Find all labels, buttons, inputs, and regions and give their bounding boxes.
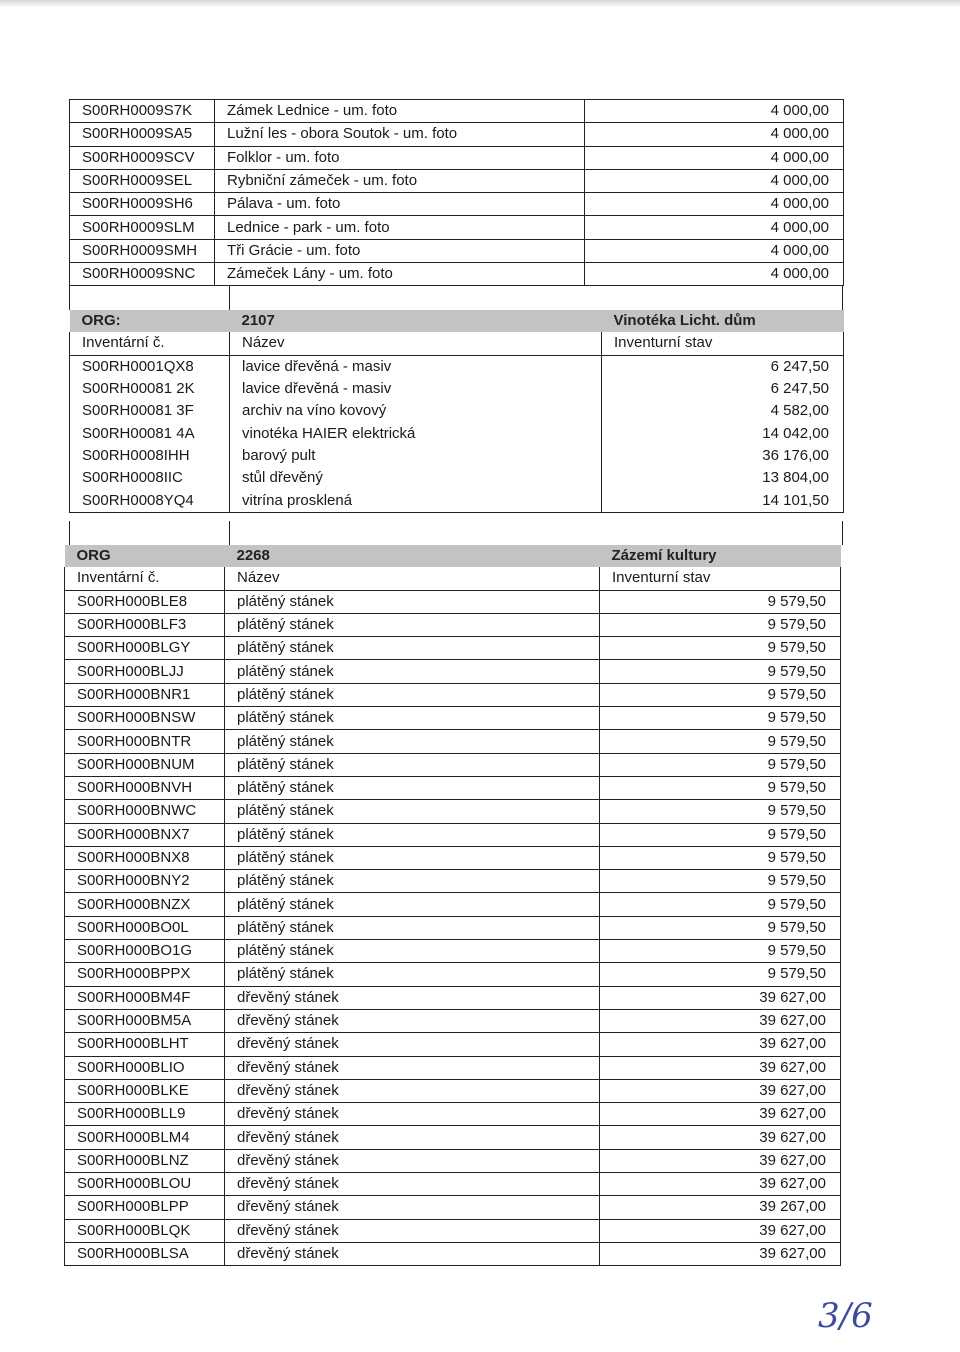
table-row [70, 489, 844, 512]
inventory-value-cell: 39 267,00 [600, 1196, 841, 1219]
item-name-cell: lavice dřevěná - masiv [230, 378, 602, 400]
inventory-value-cell: 4 000,00 [585, 193, 844, 216]
item-name-cell: plátěný stánek [225, 916, 600, 939]
table-row [65, 637, 841, 660]
inventory-value-cell: 39 627,00 [600, 1219, 841, 1242]
table-row [65, 753, 841, 776]
table-row [65, 1196, 841, 1219]
column-header-row [65, 567, 841, 590]
inventory-value-cell: 4 000,00 [585, 263, 844, 286]
inventory-value-cell: 9 579,50 [600, 590, 841, 613]
inventory-value-cell: 9 579,50 [600, 613, 841, 636]
org-code: 2268 [225, 545, 600, 567]
inventory-number-cell: S00RH000BLIO [65, 1056, 225, 1079]
inventory-number-cell: S00RH000BM5A [65, 1009, 225, 1032]
item-name-cell: plátěný stánek [225, 893, 600, 916]
handwritten-page-number: 3/6 [818, 1296, 873, 1336]
inventory-value-cell: 13 804,00 [602, 467, 844, 489]
inventory-value-cell: 39 627,00 [600, 1056, 841, 1079]
inventory-table-org-2107 [69, 310, 844, 513]
item-name-cell: plátěný stánek [225, 753, 600, 776]
item-name-cell: plátěný stánek [225, 800, 600, 823]
inventory-number-cell: S00RH000BPPX [65, 963, 225, 986]
inventory-number-cell: S00RH000BNX7 [65, 823, 225, 846]
inventory-number-cell: S00RH0008IIC [70, 467, 230, 489]
inventory-number-cell: S00RH0001QX8 [70, 355, 230, 378]
item-name-cell: plátěný stánek [225, 823, 600, 846]
item-name-cell: dřevěný stánek [225, 1033, 600, 1056]
org-name: Vinotéka Licht. dům [602, 310, 844, 332]
item-name-cell: dřevěný stánek [225, 1126, 600, 1149]
table-row [65, 986, 841, 1009]
item-name-cell: plátěný stánek [225, 776, 600, 799]
item-name-cell: dřevěný stánek [225, 1009, 600, 1032]
inventory-value-cell: 4 000,00 [585, 100, 844, 123]
inventory-number-cell: S00RH0009SH6 [70, 193, 215, 216]
inventory-value-cell: 39 627,00 [600, 1242, 841, 1265]
inventory-table-photos [69, 99, 844, 286]
column-header-row [70, 332, 844, 355]
inventory-value-cell: 9 579,50 [600, 870, 841, 893]
item-name-cell: dřevěný stánek [225, 986, 600, 1009]
inventory-value-cell: 9 579,50 [600, 893, 841, 916]
inventory-number-cell: S00RH000BNTR [65, 730, 225, 753]
table-row [70, 123, 844, 146]
inventory-value-cell: 6 247,50 [602, 378, 844, 400]
table-body [70, 100, 844, 286]
inventory-value-cell: 9 579,50 [600, 940, 841, 963]
inventory-number-cell: S00RH000BLJJ [65, 660, 225, 683]
table-row [65, 823, 841, 846]
item-name-cell: plátěný stánek [225, 963, 600, 986]
table-row [65, 683, 841, 706]
scan-edge-shadow [0, 0, 960, 8]
table-row [65, 800, 841, 823]
inventory-number-cell: S00RH000BLGY [65, 637, 225, 660]
table-row [65, 963, 841, 986]
table-row [65, 1242, 841, 1265]
inventory-value-cell: 9 579,50 [600, 916, 841, 939]
inventory-value-cell: 6 247,50 [602, 355, 844, 378]
table-row [65, 776, 841, 799]
item-name-cell: dřevěný stánek [225, 1173, 600, 1196]
inventory-value-cell: 4 582,00 [602, 400, 844, 422]
item-name-cell: lavice dřevěná - masiv [230, 355, 602, 378]
item-name-cell: barový pult [230, 445, 602, 467]
inventory-value-cell: 36 176,00 [602, 445, 844, 467]
item-name-cell: Tři Grácie - um. foto [215, 239, 585, 262]
inventory-number-cell: S00RH000BLOU [65, 1173, 225, 1196]
item-name-cell: Pálava - um. foto [215, 193, 585, 216]
item-name-cell: dřevěný stánek [225, 1079, 600, 1102]
table-row [65, 1033, 841, 1056]
item-name-cell: plátěný stánek [225, 637, 600, 660]
table-row [65, 846, 841, 869]
inventory-number-cell: S00RH000BNWC [65, 800, 225, 823]
inventory-number-cell: S00RH0009SA5 [70, 123, 215, 146]
org-label: ORG: [70, 310, 230, 332]
col-inventory-number: Inventární č. [65, 567, 225, 590]
item-name-cell: Lužní les - obora Soutok - um. foto [215, 123, 585, 146]
item-name-cell: dřevěný stánek [225, 1242, 600, 1265]
table-row [65, 660, 841, 683]
table-row [70, 422, 844, 444]
item-name-cell: plátěný stánek [225, 590, 600, 613]
table-row [65, 1126, 841, 1149]
item-name-cell: vitrína prosklená [230, 489, 602, 512]
inventory-table-org-2268 [64, 545, 841, 1266]
inventory-value-cell: 9 579,50 [600, 823, 841, 846]
item-name-cell: dřevěný stánek [225, 1196, 600, 1219]
inventory-number-cell: S00RH000BLNZ [65, 1149, 225, 1172]
inventory-value-cell: 9 579,50 [600, 800, 841, 823]
table-row [65, 870, 841, 893]
table-row [65, 916, 841, 939]
col-inventory-number: Inventární č. [70, 332, 230, 355]
inventory-number-cell: S00RH000BNUM [65, 753, 225, 776]
inventory-value-cell: 39 627,00 [600, 1033, 841, 1056]
item-name-cell: dřevěný stánek [225, 1056, 600, 1079]
table-row [65, 940, 841, 963]
table-row [70, 263, 844, 286]
table-body [70, 355, 844, 512]
inventory-value-cell: 39 627,00 [600, 986, 841, 1009]
inventory-number-cell: S00RH000BLF3 [65, 613, 225, 636]
table-row [65, 1219, 841, 1242]
item-name-cell: plátěný stánek [225, 870, 600, 893]
table-row [70, 193, 844, 216]
inventory-value-cell: 9 579,50 [600, 963, 841, 986]
table-row [65, 893, 841, 916]
inventory-number-cell: S00RH00081 3F [70, 400, 230, 422]
inventory-number-cell: S00RH000BNZX [65, 893, 225, 916]
inventory-value-cell: 39 627,00 [600, 1173, 841, 1196]
inventory-value-cell: 14 101,50 [602, 489, 844, 512]
table-row [70, 239, 844, 262]
item-name-cell: plátěný stánek [225, 660, 600, 683]
inventory-number-cell: S00RH0009SNC [70, 263, 215, 286]
org-label: ORG [65, 545, 225, 567]
inventory-number-cell: S00RH000BNX8 [65, 846, 225, 869]
inventory-number-cell: S00RH000BLM4 [65, 1126, 225, 1149]
inventory-value-cell: 39 627,00 [600, 1103, 841, 1126]
table-row [70, 355, 844, 378]
table-row [70, 146, 844, 169]
inventory-value-cell: 14 042,00 [602, 422, 844, 444]
inventory-value-cell: 9 579,50 [600, 660, 841, 683]
table-row [70, 378, 844, 400]
inventory-number-cell: S00RH000BNSW [65, 707, 225, 730]
inventory-number-cell: S00RH0009SMH [70, 239, 215, 262]
section-spacer [69, 286, 843, 310]
inventory-value-cell: 9 579,50 [600, 730, 841, 753]
item-name-cell: archiv na víno kovový [230, 400, 602, 422]
inventory-number-cell: S00RH0009SEL [70, 169, 215, 192]
table-row [65, 590, 841, 613]
item-name-cell: Zámeček Lány - um. foto [215, 263, 585, 286]
inventory-number-cell: S00RH000BLQK [65, 1219, 225, 1242]
inventory-number-cell: S00RH000BNY2 [65, 870, 225, 893]
table-row [70, 467, 844, 489]
inventory-value-cell: 4 000,00 [585, 216, 844, 239]
inventory-number-cell: S00RH000BLHT [65, 1033, 225, 1056]
inventory-value-cell: 4 000,00 [585, 146, 844, 169]
table-row [65, 1056, 841, 1079]
org-header-row [70, 310, 844, 332]
inventory-number-cell: S00RH0009SCV [70, 146, 215, 169]
table-row [70, 100, 844, 123]
table-row [70, 400, 844, 422]
item-name-cell: Rybniční zámeček - um. foto [215, 169, 585, 192]
item-name-cell: plátěný stánek [225, 846, 600, 869]
item-name-cell: Folklor - um. foto [215, 146, 585, 169]
section-spacer [69, 521, 843, 545]
inventory-number-cell: S00RH000BLL9 [65, 1103, 225, 1126]
inventory-value-cell: 9 579,50 [600, 637, 841, 660]
table-row [65, 1149, 841, 1172]
table-row [65, 1009, 841, 1032]
item-name-cell: plátěný stánek [225, 613, 600, 636]
table-row [65, 707, 841, 730]
inventory-number-cell: S00RH0009SLM [70, 216, 215, 239]
table-row [65, 730, 841, 753]
table-row [70, 445, 844, 467]
inventory-number-cell: S00RH0008IHH [70, 445, 230, 467]
org-name: Zázemí kultury [600, 545, 841, 567]
col-inventory-state: Inventurní stav [600, 567, 841, 590]
table-row [65, 1103, 841, 1126]
table-row [65, 613, 841, 636]
item-name-cell: vinotéka HAIER elektrická [230, 422, 602, 444]
inventory-number-cell: S00RH000BNR1 [65, 683, 225, 706]
inventory-number-cell: S00RH0009S7K [70, 100, 215, 123]
inventory-value-cell: 9 579,50 [600, 753, 841, 776]
inventory-number-cell: S00RH000BO0L [65, 916, 225, 939]
table-body [65, 590, 841, 1266]
inventory-number-cell: S00RH000BLE8 [65, 590, 225, 613]
col-name: Název [230, 332, 602, 355]
inventory-value-cell: 9 579,50 [600, 707, 841, 730]
inventory-number-cell: S00RH000BNVH [65, 776, 225, 799]
inventory-value-cell: 4 000,00 [585, 239, 844, 262]
item-name-cell: dřevěný stánek [225, 1103, 600, 1126]
inventory-value-cell: 9 579,50 [600, 776, 841, 799]
col-name: Název [225, 567, 600, 590]
item-name-cell: plátěný stánek [225, 683, 600, 706]
item-name-cell: plátěný stánek [225, 730, 600, 753]
inventory-value-cell: 39 627,00 [600, 1009, 841, 1032]
table-row [70, 216, 844, 239]
inventory-value-cell: 4 000,00 [585, 169, 844, 192]
table-row [65, 1079, 841, 1102]
inventory-number-cell: S00RH00081 4A [70, 422, 230, 444]
item-name-cell: Lednice - park - um. foto [215, 216, 585, 239]
item-name-cell: stůl dřevěný [230, 467, 602, 489]
item-name-cell: plátěný stánek [225, 707, 600, 730]
inventory-number-cell: S00RH000BO1G [65, 940, 225, 963]
org-code: 2107 [230, 310, 602, 332]
inventory-value-cell: 9 579,50 [600, 683, 841, 706]
inventory-number-cell: S00RH000BLPP [65, 1196, 225, 1219]
inventory-number-cell: S00RH000BLSA [65, 1242, 225, 1265]
table-row [70, 169, 844, 192]
inventory-value-cell: 39 627,00 [600, 1149, 841, 1172]
col-inventory-state: Inventurní stav [602, 332, 844, 355]
inventory-number-cell: S00RH000BLKE [65, 1079, 225, 1102]
inventory-value-cell: 4 000,00 [585, 123, 844, 146]
inventory-value-cell: 39 627,00 [600, 1126, 841, 1149]
inventory-number-cell: S00RH000BM4F [65, 986, 225, 1009]
inventory-value-cell: 9 579,50 [600, 846, 841, 869]
item-name-cell: dřevěný stánek [225, 1149, 600, 1172]
item-name-cell: plátěný stánek [225, 940, 600, 963]
inventory-number-cell: S00RH0008YQ4 [70, 489, 230, 512]
table-row [65, 1173, 841, 1196]
item-name-cell: dřevěný stánek [225, 1219, 600, 1242]
inventory-value-cell: 39 627,00 [600, 1079, 841, 1102]
item-name-cell: Zámek Lednice - um. foto [215, 100, 585, 123]
org-header-row [65, 545, 841, 567]
inventory-number-cell: S00RH00081 2K [70, 378, 230, 400]
